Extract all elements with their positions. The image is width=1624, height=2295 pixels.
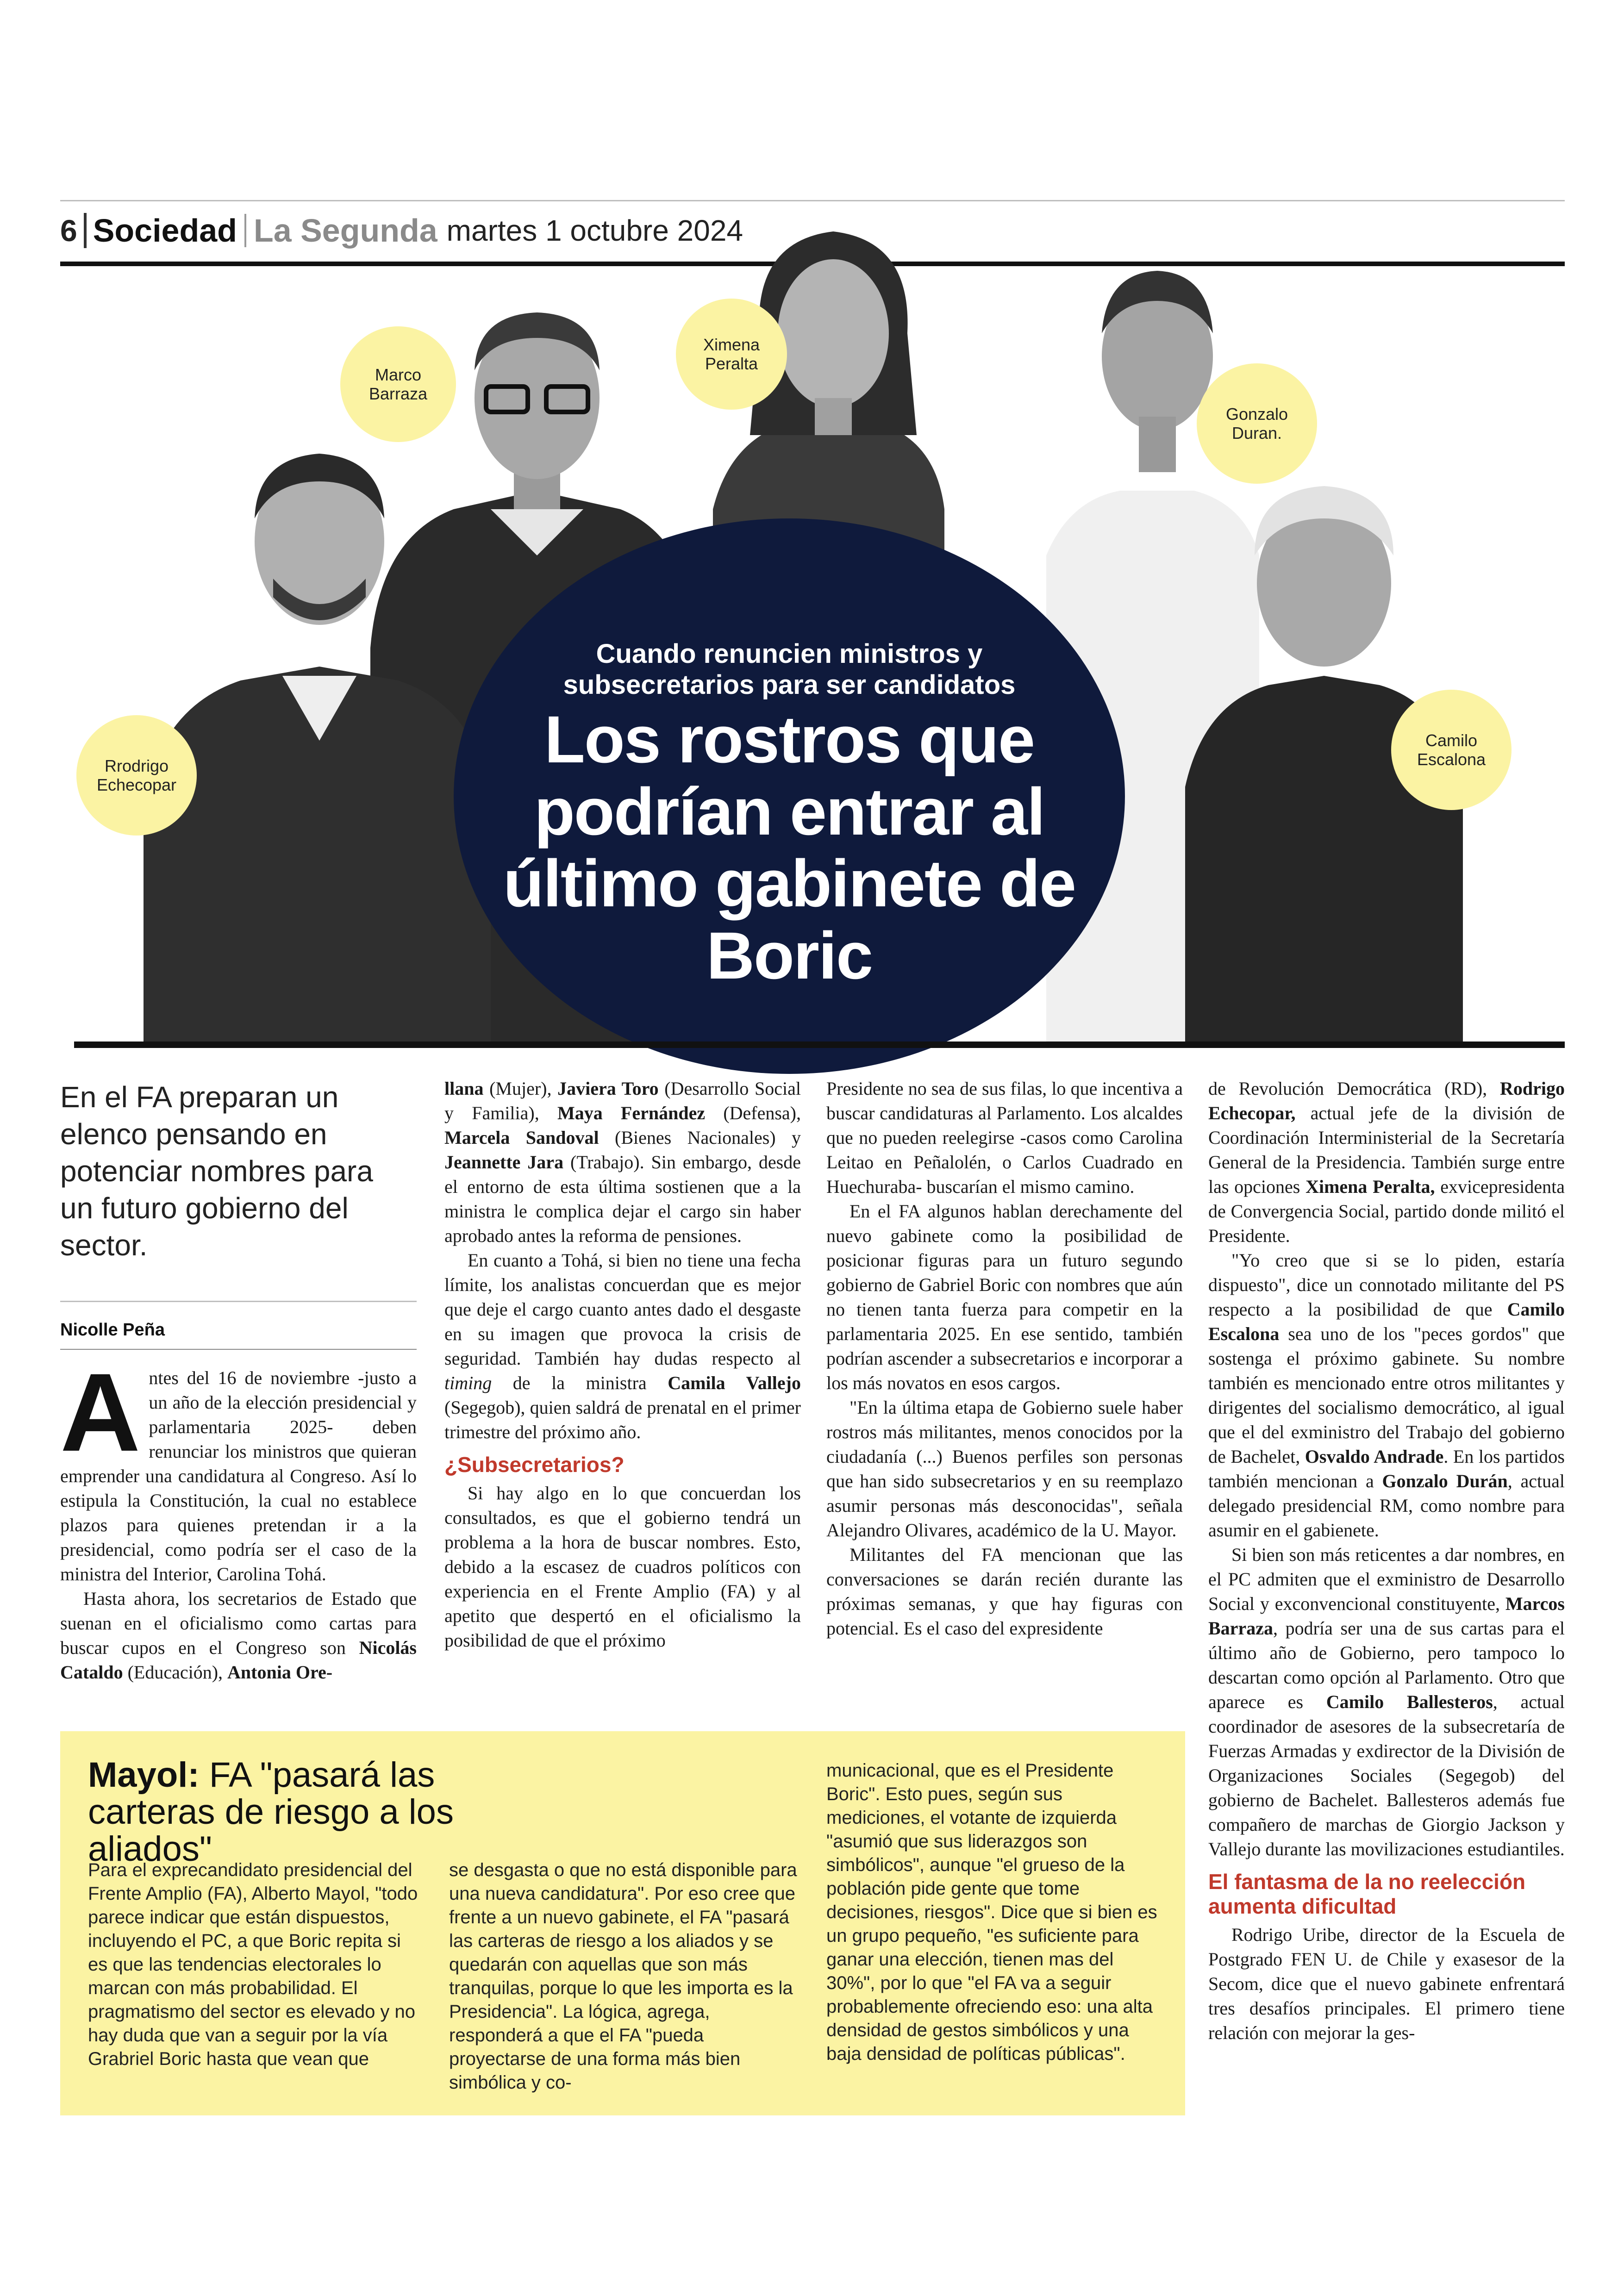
issue-date: martes 1 octubre 2024 <box>446 214 743 247</box>
headline-title: Los rostros que podrían entrar al último gabinete de Boric <box>503 702 1076 993</box>
name-label: Rrodrigo Echecopar <box>96 756 177 794</box>
person-name: Rodrigo Echecopar, <box>1208 1078 1565 1123</box>
text: Presidente no sea de sus filas, lo que incentiva a buscar candidaturas al Parlamento. Los alcaldes que no pueden reelegirse -casos como Carolina Leitao en Peñalolén, o Carlos Cuadrado en Huechuraba- buscarían el mismo camino. <box>826 1078 1183 1197</box>
person-name: Marcos Barraza <box>1208 1593 1565 1639</box>
person-name: llana <box>444 1078 484 1099</box>
person-name: Nicolás Cataldo <box>60 1637 417 1683</box>
article-column-4 <box>1208 1076 1565 2045</box>
name-label: Camilo Escalona <box>1417 730 1486 769</box>
text: municacional, que es el Presidente Boric". Esto pues, según sus mediciones, el votante de izquierda "asumió que sus liderazgos son simbólicos", aunque "el grueso de la población pide gente que tome decisiones, riesgos". Dice que si bien es un grupo pequeño, "es suficiente para ganar una elección, tienen mas del 30%", por lo que "el FA va a seguir probablemente ofreciendo eso: una alta densidad de gestos simbólicos y una baja densidad de políticas públicas". <box>826 1760 1157 2064</box>
person-name: Osvaldo Andrade <box>1305 1446 1444 1467</box>
text: . En los partidos también mencionan a <box>1208 1446 1565 1491</box>
byline-bottom-rule <box>60 1349 417 1350</box>
name-bubble-marco-barraza <box>340 326 456 442</box>
paragraph <box>444 1248 801 1444</box>
text: "En la última etapa de Gobierno suele haber rostros más militantes, menos conocidos por la ciudadanía (...) Buenos perfiles son personas que han sido subsecretarios y en su reemplazo asumir personas más desconocidas", señala Alejandro Olivares, académico de la U. Mayor. <box>826 1397 1183 1540</box>
text: de Revolución Democrática (RD), <box>1208 1078 1500 1099</box>
name-label: Marco Barraza <box>369 365 428 403</box>
person-name: Javiera Toro <box>557 1078 659 1099</box>
text: Militantes del FA mencionan que las conversaciones se darán recién durante las próximas semanas, y que hay figuras con potencial. Es el caso del expresidente <box>826 1544 1183 1639</box>
text: actual jefe de la división de Coordinación Interministerial de la Secretaría General de la Presidencia. También surge entre las opciones <box>1208 1103 1565 1197</box>
paragraph <box>1208 1922 1565 2045</box>
text: , actual delegado presidencial RM, como nombre para asumir en el gabienete. <box>1208 1471 1565 1540</box>
person-name: Camila Vallejo <box>668 1372 801 1393</box>
text: de la ministra <box>492 1372 668 1393</box>
text: se desgasta o que no está disponible para una nueva candidatura". Por eso cree que frente a un nuevo gabinete, el FA "pasará las carteras de riesgo a los aliados y se quedarán con aquellas que son más tranquilas, porque lo que les importa es la Presidencia". La lógica, agrega, responderá a que el FA "pueda proyectarse de una forma más bien simbólica y co- <box>449 1860 797 2093</box>
person-name: Jeannette Jara <box>444 1152 564 1172</box>
article-column-1 <box>60 1350 417 1684</box>
person-name: Camilo Escalona <box>1208 1299 1565 1344</box>
article-column-2 <box>444 1076 801 1653</box>
text: Rodrigo Uribe, director de la Escuela de Postgrado FEN U. de Chile y exasesor de la Secom, dice que el nuevo gabinete enfrentará tres desafíos principales. El primero tiene relación con mejorar la ges- <box>1208 1924 1565 2043</box>
paragraph <box>60 1586 417 1684</box>
person-name: Maya Fernández <box>557 1103 706 1123</box>
text: (Segegob), quien saldrá de prenatal en el primer trimestre del próximo año. <box>444 1397 801 1442</box>
byline: Nicolle Peña <box>60 1320 165 1340</box>
section-name: Sociedad <box>93 212 237 249</box>
text: ntes del 16 de noviembre -justo a un año de la elección presidencial y parlamentaria 2025- deben renunciar los ministros que quieran emprender una candidatura al Congreso. Así lo estipula la Constitución, la cual no establece plazos para quienes pretendan ir a la presidencial, como podría ser el caso de la ministra del Interior, Carolina Tohá. <box>60 1367 417 1584</box>
page-number: 6 <box>60 213 77 248</box>
photo-bottom-rule <box>74 1041 1565 1048</box>
text: sea uno de los "peces gordos" que sostenga el próximo gabinete. Su nombre también es mencionado entre otros militantes y dirigentes del socialismo democrático, al igual que el del exministro del Trabajo del gobierno de Bachelet, <box>1208 1323 1565 1467</box>
headline-kicker: Cuando renuncien ministros y subsecretarios para ser candidatos <box>563 639 1016 700</box>
person-name: Marcela Sandoval <box>444 1127 599 1148</box>
person-name: Ximena Peralta, <box>1305 1176 1435 1197</box>
name-label: Gonzalo Duran. <box>1225 404 1288 443</box>
text: exvicepresidenta de Convergencia Social, partido donde militó el Presidente. <box>1208 1176 1565 1246</box>
sidebar-column-2 <box>449 1858 801 2095</box>
text: En el FA algunos hablan derechamente del nuevo gabinete como la posibilidad de posicionar figuras para un futuro segundo gobierno de Gabriel Boric con nombres que aún no tienen tanta fuerza para competir en la parlamentaria 2025. En ese sentido, también podrían ascender a subsecretarios e incorporar a los más novatos en esos cargos. <box>826 1201 1183 1393</box>
italic-term: timing <box>444 1372 492 1393</box>
text: , podría ser una de sus cartas para el último año de Gobierno, pero tampoco lo descartan como opción al Parlamento. Otro que aparece es <box>1208 1618 1565 1712</box>
article-lede: En el FA preparan un elenco pensando en potenciar nombres para un futuro gobierno del sector. <box>60 1080 373 1262</box>
text: (Defensa), <box>705 1103 801 1123</box>
text: (Educación), <box>123 1662 228 1683</box>
subheading-subsecretarios: ¿Subsecretarios? <box>444 1453 625 1477</box>
person-name: Antonia Ore- <box>227 1662 333 1683</box>
text: (Mujer), <box>483 1078 558 1099</box>
paragraph <box>1208 1076 1565 1248</box>
text: Para el exprecandidato presidencial del Frente Amplio (FA), Alberto Mayol, "todo parece indicar que están dispuestos, incluyendo el PC, a que Boric repita si es que las tendencias electorales lo marcan con más probabilidad. El pragmatismo del sector es elevado y no hay duda que van a seguir por la vía Grabriel Boric hasta que vean que <box>88 1860 418 2069</box>
paragraph <box>444 1076 801 1248</box>
name-bubble-rodrigo-echecopar <box>76 715 197 836</box>
text: (Bienes Nacionales) y <box>599 1127 801 1148</box>
paragraph <box>1208 1248 1565 1542</box>
name-bubble-camilo-escalona <box>1391 690 1512 810</box>
sidebar-column-1 <box>88 1858 421 2071</box>
text: (Trabajo). Sin embargo, desde el entorno de esta última sostienen que a la ministra le complica dejar el cargo sin haber aprobado antes la reforma de pensiones. <box>444 1152 801 1246</box>
paragraph <box>826 1395 1183 1542</box>
paragraph <box>444 1481 801 1653</box>
sidebar-title <box>88 1757 551 1868</box>
paragraph <box>1208 1542 1565 1861</box>
article-column-3 <box>826 1076 1183 1640</box>
name-label: Ximena Peralta <box>703 335 760 373</box>
person-name: Camilo Ballesteros <box>1326 1691 1493 1712</box>
name-bubble-ximena-peralta <box>676 299 787 410</box>
text: Hasta ahora, los secretarios de Estado que suenan en el oficialismo como cartas para buscar cupos en el Congreso son <box>60 1588 417 1658</box>
text: En cuanto a Tohá, si bien no tiene una fecha límite, los analistas concuerdan que es mejor que deje el cargo cuanto antes dado el desgaste en su imagen que provoca la crisis de seguridad. También hay dudas respecto al <box>444 1250 801 1369</box>
paragraph <box>826 1076 1183 1199</box>
subheading-no-reeleccion: El fantasma de la no reelección aumenta dificultad <box>1208 1870 1526 1918</box>
name-bubble-gonzalo-duran <box>1197 363 1317 484</box>
text: (Desarrollo Social y Familia), <box>444 1078 801 1123</box>
byline-top-rule <box>60 1301 417 1302</box>
person-name: Gonzalo Durán <box>1382 1471 1508 1491</box>
sidebar-column-3 <box>826 1759 1160 2066</box>
text: Si hay algo en lo que concuerdan los consultados, es que el gobierno tendrá un problema a la hora de buscar nombres. Esto, debido a la escasez de cuadros políticos con experiencia en el Frente Amplio (FA) y al apetito que despertó en el oficialismo la posibilidad de que el próximo <box>444 1483 801 1651</box>
text: , actual coordinador de asesores de la subsecretaría de Fuerzas Armadas y exdirector de la División de Organizaciones Sociales (Segegob) del gobierno de Bachelet. Ballesteros además fue compañero de marchas de Giorgio Jackson y Vallejo durante las movilizaciones estudiantiles. <box>1208 1691 1565 1859</box>
text: "Yo creo que si se lo piden, estaría dispuesto", dice un connotado militante del PS respecto a la posibilidad de que <box>1208 1250 1565 1320</box>
sidebar-title-bold: Mayol: <box>88 1755 200 1795</box>
dropcap: A <box>60 1350 141 1474</box>
sidebar-title-rest: FA "pasará las carteras de riesgo a los aliados" <box>88 1755 454 1869</box>
text: Si bien son más reticentes a dar nombres, en el PC admiten que el exministro de Desarrollo Social y exconvencional constituyente, <box>1208 1544 1565 1614</box>
paragraph <box>826 1542 1183 1640</box>
newspaper-name: La Segunda <box>253 212 437 249</box>
paragraph <box>826 1199 1183 1395</box>
